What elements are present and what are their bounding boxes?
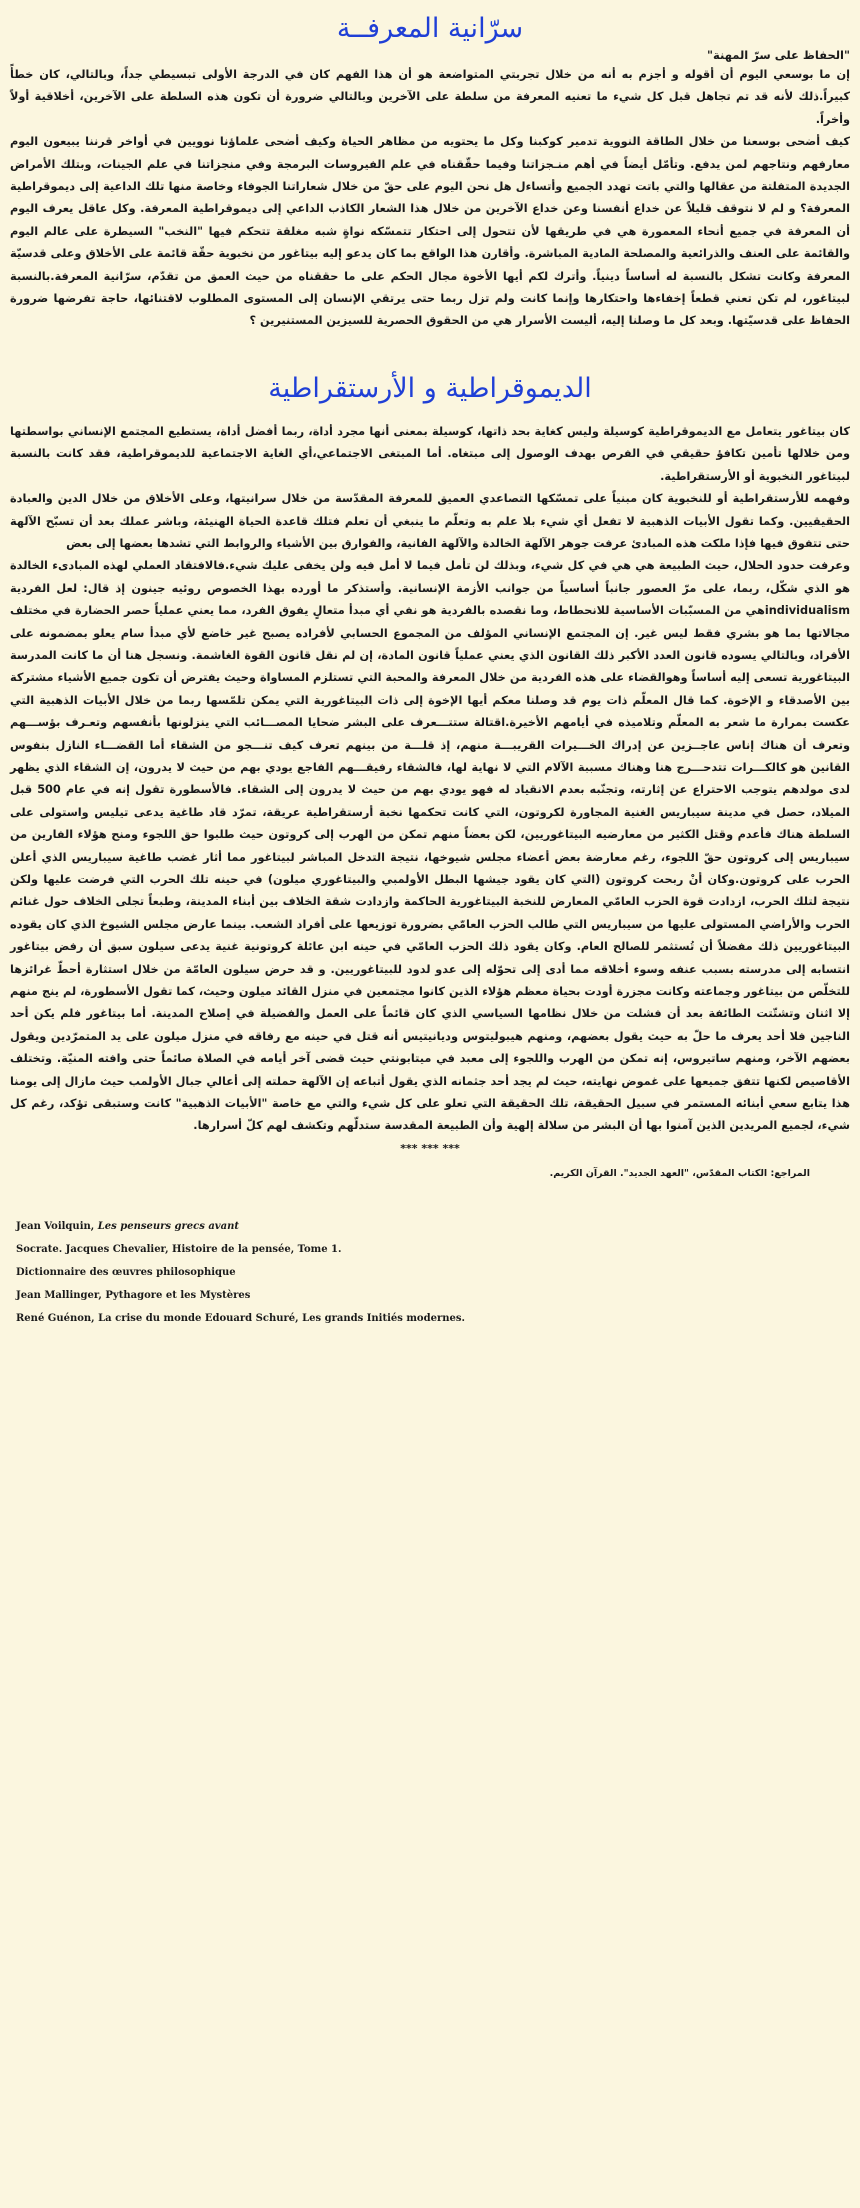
section-secrecy	[10, 64, 850, 333]
bibliography	[16, 1215, 850, 1330]
paragraph: كيف أضحى بوسعنا من خلال الطاقة النووية تدمير كوكبنا وكل ما يحتويه من مظاهر الحياة وكيف أضحى علماؤنا نوويين في أواخر قرننا يبيعون اليوم معارفهم ونتاجهم لمن يدفع. وتأمّل أيضاً في أهم منـجزاتنا وفيما حقّقناه في علم الفيروسات البرمجة وفي منجزاتنا في علم الجينات، وبتلك الأمراض الجديدة المتفلتة من عقالها والتي باتت تهدد الجميع وأتساءل هل نحن اليوم على حقّ من خلال شعاراتنا الجوفاء وخاصة منها تلك الداعية إلى ديموقراطية المعرفة؟ و لم لا نتوقف قليلاً عن خداع أنفسنا وعن خداع الآخرين من خلال هذا الشعار الكاذب الداعي إلى ديموقراطية المعرفة. وكل عاقل يعرف اليوم أن المعرفة في جميع أنحاء المعمورة هي في طريقها لأن تتحول إلى احتكار تتمسّكه نواةٍ شبه مغلقة تتحكم فيها "النخب" السيطرة على عالم اليوم والقائمة على العنف والذرائعية والمصلحة المادية المباشرة. وأقارن هذا الواقع بما كان يدعو إليه بيتاغور من نخبوية حقّة قائمة على الأخلاق وعلى قدسيّة المعرفة وكانت تشكل بالنسبة له أساساً دينياً. وأترك لكم أيها الأخوة مجال الحكم على ما حققناه من حيث العمق من تقدّم، سرّانية المعرفة.بالنسبة لبيتاغور، لم تكن تعني قطعاً إخفاءها واحتكارها وإنما كانت ولم تزل ربما حتى يرتقي الإنسان إلى المستوى المطلوب لاقتنائها، حاجة تفرضها ضرورة الحفاظ على قدسيّتها. وبعد كل ما وصلنا إليه، أليست الأسرار هي من الحقوق الحصرية للسيزين المستنيرين ؟	[10, 135, 850, 328]
bibliography-entry: Jean Voilquin, Les penseurs grecs avant	[16, 1220, 239, 1232]
bibliography-entry: Dictionnaire des œuvres philosophique	[16, 1266, 236, 1278]
bibliography-entry: Jean Mallinger, Pythagore et les Mystères	[16, 1289, 251, 1301]
section-title: الديموقراطية و الأرستقراطية	[268, 372, 592, 404]
paragraph: إن ما بوسعي اليوم أن أقوله و أجزم به أنه من خلال تجربتي المتواضعة هو أن هذا الفهم كان في الدرجة الأولى تبسيطي جداً، وبالتالي، كان خطأً كبيراً.ذلك لأنه قد تم تجاهل قبل كل شيء ما تعنيه المعرفة من سلطة على الآخرين وبالتالي ضرورة أن تكون هذه السلطة على الآخرين، أخلاقية أولاً وأخراً.	[10, 68, 850, 126]
bibliography-entry: René Guénon, La crise du monde Edouard Schuré, Les grands Initiés modernes.	[16, 1312, 465, 1324]
bibliography-entry: Socrate. Jacques Chevalier, Histoire de la pensée, Tome 1.	[16, 1243, 342, 1255]
section-divider-stars: *** *** ***	[400, 1141, 460, 1155]
paragraph: وعرفت حدود الحلال، حيث الطبيعة هي هي في كل شيء، وبذلك لن تأمل فيما لا أمل فيه ولن يخفى عليك شيء.فالافتقاد العملي لهذه المبادىء الخالدة هو الذي شكّل، ربما، على مرّ العصور جانباً أساسياً من جوانب الأزمة الإنسانية. وأستذكر ما أورده بهذا الخصوص روئيه جينون إذ قال: لعل الفردية individualismهي من المسبّبات الأساسية للانحطاط، وما نقصده بالفردية هو نفي أي مبدأ متعالٍ يفوق الفرد، مما يعني عملياً حصر الحضارة في مختلف مجالاتها بما هو بشري فقط ليس غير. إن المجتمع الإنساني المؤلف من المجموع الحسابي لأفراده يصبح غير خاضع لأي مبدأ سام يعلو بمضمونه على الأفراد، وبالتالي يسوده قانون العدد الأكبر ذلك القانون الذي يعني عملياً قانون المادة، إن لم نقل قانون القوة الغاشمة. ونسجل هنا أن ما كانت المدرسة البيتاغورية تسعى إليه أساساً وهوالقضاء على هذه الفردية من خلال المعرفة والمحبة التي تستلزم المساواة وحيث يفترض أن تكون جميع الأشياء مشتركة بين الأصدقاء و الإخوة. كما قال المعلّم ذات يوم قد وصلنا معكم أيها الإخوة إلى ذات البيتاغورية التي يمكن تلمّسها ربما من خلال الأبيات الذهبية التي عكست بمرارة ما شعر به المعلّم وتلاميذه في أيامهم الأخيرة.اقتالة ستتـــعرف على البشر ضحايا المصـــائب التي ينزلونها بأنفسهم وتعـرف بؤســـهم وتعرف أن هناك إناس عاجــزين عن إدراك الخـــيرات القريبـــة منهم، إذ قلـــة من بينهم تعرف كيف تنـــجو من الشقاء أما القضـــاء النازل بنفوس القانين هو كالكـــرات تتدحـــرج هنا وهناك مسببة الآلام التي لا نهاية لها، فالشقاء رفيقـــهم الفاجع يودي بهم من حيث لا يدرون، إن الشقاء الذي يظهر لدى مولدهم يتوجب الاحتراع عن إثارته، وتجنّبه بعدم الانقياد له فهو يودي بهم من حيث لا يدرون إلى الشقاء. فالأسطورة تقول إنه في عام 500 قبل الميلاد، حصل في مدينة سيباريس الغنية المجاورة لكروتون، التي كانت تحكمها نخبة أرستقراطية عريقة، تمرّد قاد طاغية يدعى تيليس واستولى على السلطة هناك فأعدم وقتل الكثير من معارضيه البيتاغوريين، لكن بعضاً منهم تمكن من الهرب إلى كروتون حيث طلبوا حق اللجوء ومنح هؤلاء الفارين من سيباريس إلى كروتون حقّ اللجوء، رغم معارضة بعض أعضاء مجلس شيوخها، نتيجة التدخل المباشر لبيتاغور مما أثار غضب طاغية سيباريس الذي أعلن الحرب على كروتون.وكان أنْ ربحت كروتون (التي كان يقود جيشها البطل الأولمبي والبيتاغوري ميلون) في حينه تلك الحرب التي فرضت عليها ولكن نتيجة لتلك الحرب، ازدادت قوة الحزب العامّي المعارض للنخبة البيتاغورية الحاكمة وازدادت شقة الخلاف بين أبناء المدينة، وطبعاً تجلى الخلاف حول غنائم الحرب والأراضي المستولى عليها من سيباريس التي طالب الحزب العامّي بضرورة توزيعها على أفراد الشعب. بينما عارض مجلس الشيوخ الذي كان يقوده البيتاغوريين ذلك مفضلاً أن تُستثمر للصالح العام. وكان يقود ذلك الحزب العامّي في حينه ابن عائلة كروتونية غنية يدعى سيلون سبق أن رفض بيتاغور انتسابه إلى مدرسته بسبب عنفه وسوء أخلاقه مما أدى إلى تحوّله إلى عدو لدود للبيتاغوريين. و قد حرض سيلون العامّة من خلال استثارة أحطّ غرائزها للتخلّص من بيتاغور وجماعته وكانت مجزرة أودت بحياة معظم هؤلاء الذين كانوا مجتمعين في منزل القائد ميلون وحيث، كما تقول الأسطورة، لم ينج منهم إلا اثنان وتشتّتت الطائفة بعد أن فشلت من خلال نظامها السياسي الذي كان قائماً على العمل والفضيلة في إصلاح المدينة. أما بيتاغور فلم يكن أحد الناجين فلا أحد يعرف ما حلّ به حيث يقول بعضهم، ومنهم هيبوليتوس وديانيتيس أنه قتل في حينه مع رفاقه في منزل ميلون على يد المتمرّدين ويقول بعضهم الآخر، ومنهم ساتيروس، إنه تمكن من الهرب واللجوء إلى معبد في ميتابونتي حيث قضى آخر أيامه في الصلاة صائماً حتى وافته المنيّة. وتختلف الأقاصيص لكنها تتفق جميعها على غموض نهايته، حيث لم يجد أحد جثمانه الذي يقول أتباعه إن الآلهة حملته إلى أعالي جبال الأولمب حيث مازال إلى يومنا هذا يتابع سعي أبنائه المستمر في سبيل الحقيقة، تلك الحقيقة التي تعلو على كل شيء والتي مع خاصة "الأبيات الذهبية" كانت وستبقى تؤكد، رغم كل شيء، لجميع المريدين الذين آمنوا بها أن البشر من سلالة إلهية وأن الطبيعة المقدسة ستدلّهم وتكشف لهم كلّ أسرارها.	[10, 559, 850, 1133]
page-subtitle: "الحفاظ على سرّ المهنة"	[707, 48, 850, 62]
section-democracy	[10, 421, 850, 1179]
paragraph: كان بيتاغور يتعامل مع الديموقراطية كوسيلة وليس كغاية بحد ذاتها، كوسيلة بمعنى أنها مجرد أداة، ربما أفضل أداة، يستطيع المجتمع الإنساني بواسطتها ومن خلالها تأمين تكافؤ حقيقي في الفرص بهدف الوصول إلى مبتغاه. أما المبتغى الاجتماعي،أي الغاية الاجتماعية للديموقراطية، فقد كانت بالنسبة لبيتاغور النخبوية أو الأرستقراطية.	[10, 424, 850, 483]
page-title: سرّانية المعرفــة	[336, 13, 524, 44]
paragraph: وفهمه للأرستقراطية أو للنخبوية كان مبنياً على تمسّكها التصاعدي العميق للمعرفة المقدّسة من خلال سرانيتها، وعلى الأخلاق من خلال الدين والعبادة الحقيقيين. وكما تقول الأبيات الذهبية لا تفعل أي شيء بلا علم به وتعلّم ما ينبغي أن تعلم فتلك قاعدة الحياة الهنيئة، وباشر عملك بعد أن تسبّح الآلهة حتى تتفوق فيها فإذا ملكت هذه المبادئ عرفت جوهر الآلهة الخالدة والآلهة الفانية، والفوارق بين الأشياء والروابط التي تشدها بعضها إلى بعض	[10, 492, 850, 550]
arabic-references: المراجع: الكتاب المقدّس، "العهد الجديد". القرآن الكريم.	[549, 1167, 810, 1179]
